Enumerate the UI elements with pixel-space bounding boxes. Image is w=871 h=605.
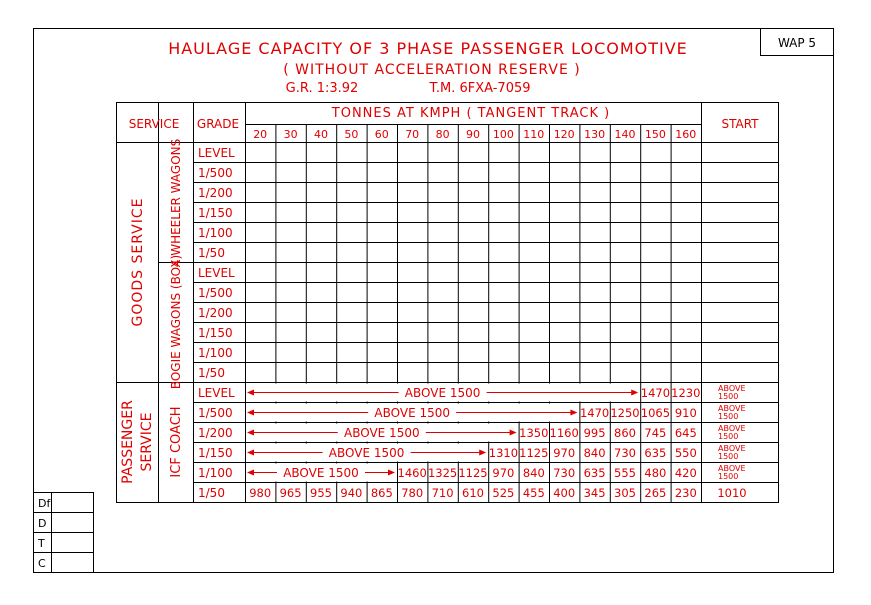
value-cell: 1460 xyxy=(397,466,427,480)
goods-g1-grade-1: 1/500 xyxy=(198,286,233,300)
goods-g1-grade-3: 1/150 xyxy=(198,326,233,340)
passenger-grade-3: 1/150 xyxy=(198,446,233,460)
header-start: START xyxy=(721,117,759,131)
value-cell: 635 xyxy=(583,466,606,480)
passenger-grade-5: 1/50 xyxy=(198,486,225,500)
goods-g0-grade-5: 1/50 xyxy=(198,246,225,260)
value-cell: 980 xyxy=(249,486,272,500)
value-cell: 455 xyxy=(522,486,545,500)
goods-g0-grade-1: 1/500 xyxy=(198,166,233,180)
speed-header-130: 130 xyxy=(584,128,606,141)
speed-header-100: 100 xyxy=(492,128,514,141)
revision-row-c: C xyxy=(38,557,46,570)
passenger-grade-2: 1/200 xyxy=(198,426,233,440)
group-4-wheeler-label: 4 WHEELER WAGONS xyxy=(169,138,183,268)
value-cell: 610 xyxy=(462,486,484,500)
value-cell: 1350 xyxy=(519,426,549,440)
speed-header-70: 70 xyxy=(405,128,420,141)
value-cell: 910 xyxy=(674,406,697,420)
passenger-grade-4: 1/100 xyxy=(198,466,233,480)
value-cell: 840 xyxy=(583,446,606,460)
value-cell: 420 xyxy=(674,466,697,480)
goods-service-label: GOODS SERVICE xyxy=(130,197,146,327)
start-above-1: ABOVE xyxy=(718,404,746,413)
gear-ratio: G.R. 1:3.92 xyxy=(285,81,359,96)
value-cell: 865 xyxy=(370,486,393,500)
goods-g1-grade-4: 1/100 xyxy=(198,346,233,360)
value-cell: 970 xyxy=(492,466,515,480)
value-cell: 635 xyxy=(644,446,667,460)
start-above-1: ABOVE xyxy=(718,464,746,473)
start-above-2: 1500 xyxy=(718,452,739,461)
start-above-2: 1500 xyxy=(718,432,739,441)
speed-header-140: 140 xyxy=(614,128,636,141)
passenger-grade-0: LEVEL xyxy=(198,386,235,400)
revision-row-d: D xyxy=(38,517,47,530)
value-cell: 645 xyxy=(674,426,697,440)
start-above-1: ABOVE xyxy=(718,384,746,393)
value-cell: 550 xyxy=(674,446,697,460)
goods-g0-grade-3: 1/150 xyxy=(198,206,233,220)
header-grade: GRADE xyxy=(196,117,240,131)
passenger-grade-1: 1/500 xyxy=(198,406,233,420)
revision-block xyxy=(34,493,94,573)
speed-header-40: 40 xyxy=(314,128,328,141)
above-1500-label: ABOVE 1500 xyxy=(328,446,405,460)
start-above-1: ABOVE xyxy=(718,444,746,453)
value-cell: 745 xyxy=(644,426,667,440)
start-value: 1010 xyxy=(717,486,747,500)
traction-motor: T.M. 6FXA-7059 xyxy=(429,81,531,96)
revision-row-t: T xyxy=(38,537,45,550)
value-cell: 230 xyxy=(674,486,697,500)
goods-g1-grade-5: 1/50 xyxy=(198,366,225,380)
speed-header-30: 30 xyxy=(283,128,298,141)
value-cell: 780 xyxy=(401,486,424,500)
value-cell: 1230 xyxy=(671,386,701,400)
value-cell: 955 xyxy=(310,486,332,500)
value-cell: 1125 xyxy=(519,446,549,460)
header-tonnes: TONNES AT KMPH ( TANGENT TRACK ) xyxy=(331,106,611,121)
haulage-table-cells xyxy=(198,128,747,500)
sheet-code: WAP 5 xyxy=(777,36,817,50)
goods-g1-grade-2: 1/200 xyxy=(198,306,233,320)
start-above-2: 1500 xyxy=(718,392,739,401)
speed-header-50: 50 xyxy=(344,128,359,141)
value-cell: 965 xyxy=(279,486,302,500)
goods-g1-grade-0: LEVEL xyxy=(198,266,235,280)
value-cell: 840 xyxy=(522,466,545,480)
speed-header-90: 90 xyxy=(466,128,480,141)
speed-header-20: 20 xyxy=(253,128,268,141)
value-cell: 1160 xyxy=(549,426,579,440)
value-cell: 305 xyxy=(614,486,636,500)
above-1500-label: ABOVE 1500 xyxy=(374,406,451,420)
above-1500-label: ABOVE 1500 xyxy=(343,426,420,440)
value-cell: 1310 xyxy=(488,446,519,460)
value-cell: 555 xyxy=(614,466,636,480)
value-cell: 1250 xyxy=(610,406,640,420)
group-icf-coach-label: ICF COACH xyxy=(169,406,184,478)
value-cell: 265 xyxy=(644,486,667,500)
value-cell: 860 xyxy=(614,426,636,440)
haulage-table-grid xyxy=(117,103,779,503)
value-cell: 480 xyxy=(644,466,667,480)
group-bogie-label: BOGIE WAGONS (BOX) xyxy=(169,254,183,390)
page-subtitle: ( WITHOUT ACCELERATION RESERVE ) xyxy=(283,62,581,78)
passenger-service-label-2: SERVICE xyxy=(139,412,155,472)
start-above-2: 1500 xyxy=(718,472,739,481)
revision-row-df: Df xyxy=(38,497,51,510)
value-cell: 345 xyxy=(583,486,606,500)
page-title: HAULAGE CAPACITY OF 3 PHASE PASSENGER LOCOMOTIVE xyxy=(168,39,688,58)
value-cell: 1325 xyxy=(427,466,458,480)
value-cell: 400 xyxy=(553,486,576,500)
speed-header-80: 80 xyxy=(435,128,450,141)
value-cell: 1470 xyxy=(579,406,610,420)
start-above-1: ABOVE xyxy=(718,424,746,433)
speed-header-60: 60 xyxy=(374,128,389,141)
value-cell: 525 xyxy=(492,486,515,500)
value-cell: 1470 xyxy=(640,386,671,400)
speed-header-160: 160 xyxy=(675,128,697,141)
value-cell: 1125 xyxy=(458,466,488,480)
value-cell: 730 xyxy=(553,466,576,480)
above-1500-label: ABOVE 1500 xyxy=(404,386,481,400)
value-cell: 940 xyxy=(340,486,363,500)
value-cell: 710 xyxy=(431,486,454,500)
goods-g0-grade-4: 1/100 xyxy=(198,226,233,240)
value-cell: 995 xyxy=(583,426,606,440)
speed-header-110: 110 xyxy=(523,128,545,141)
above-1500-label: ABOVE 1500 xyxy=(283,466,359,480)
speed-header-150: 150 xyxy=(644,128,666,141)
goods-g0-grade-2: 1/200 xyxy=(198,186,233,200)
value-cell: 730 xyxy=(614,446,636,460)
start-above-2: 1500 xyxy=(718,412,739,421)
header-service: SERVICE xyxy=(128,117,180,131)
value-cell: 970 xyxy=(553,446,576,460)
speed-header-120: 120 xyxy=(553,128,575,141)
passenger-service-label-1: PASSENGER xyxy=(120,400,136,484)
value-cell: 1065 xyxy=(640,406,671,420)
goods-g0-grade-0: LEVEL xyxy=(198,146,235,160)
